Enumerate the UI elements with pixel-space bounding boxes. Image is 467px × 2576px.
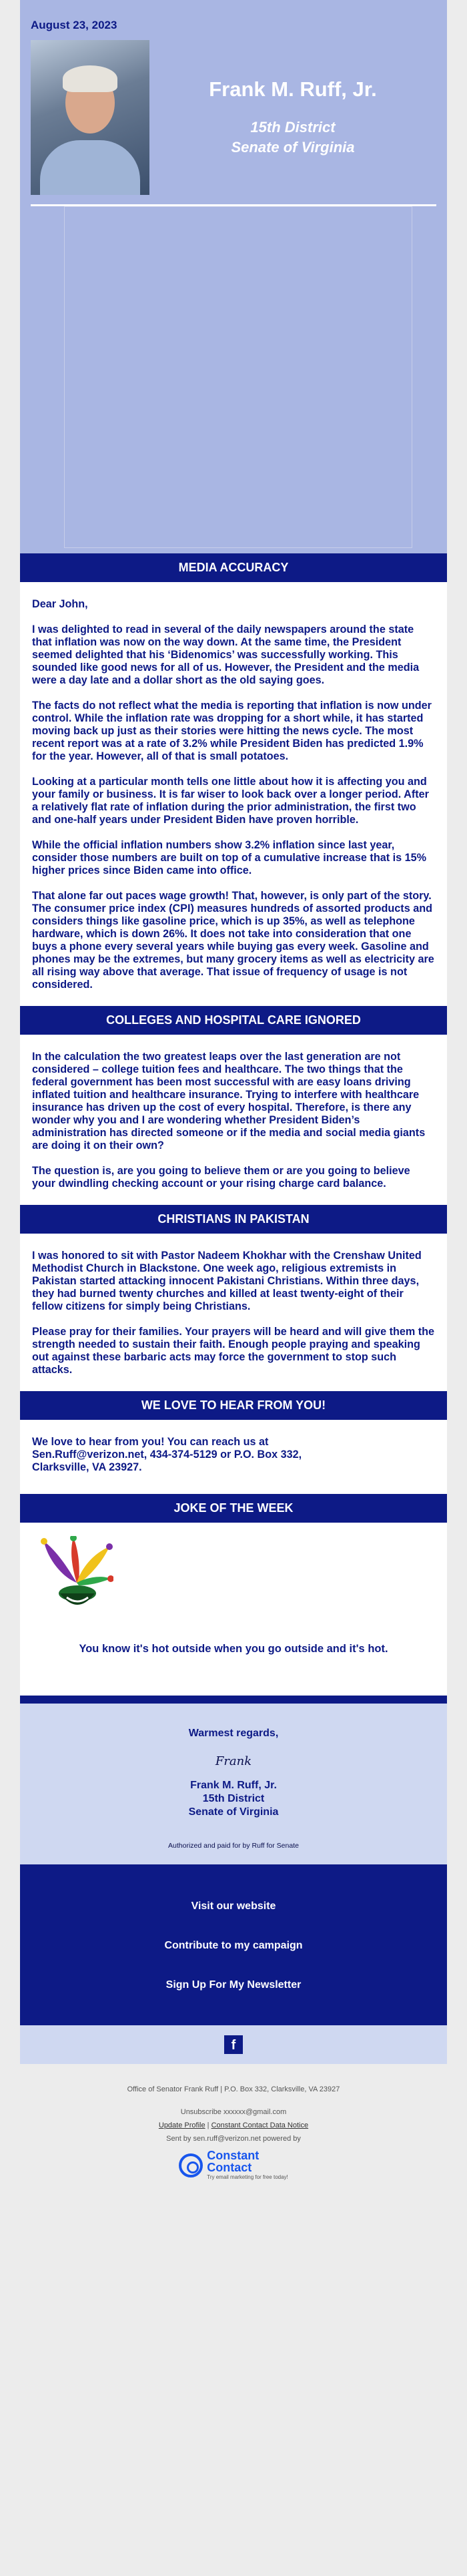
senator-photo (31, 40, 149, 195)
section-body-media (20, 582, 447, 1006)
signature: Frank (215, 1754, 252, 1768)
email-footer (0, 2064, 467, 2202)
action-links (20, 1872, 447, 2025)
visit-website-link[interactable]: Visit our website (191, 1900, 276, 1912)
update-profile-link[interactable]: Update Profile (158, 2121, 205, 2129)
section-body-pakistan (20, 1234, 447, 1391)
unsubscribe-link[interactable]: Unsubscribe xxxxxx@gmail.com (180, 2108, 287, 2116)
constant-contact-badge[interactable] (0, 2149, 467, 2181)
section-title-media: MEDIA ACCURACY (20, 553, 447, 582)
cc-line2: Contact (207, 2161, 252, 2174)
divider-band (20, 1864, 447, 1872)
paragraph: Looking at a particular month tells one little about how it is affecting you and your family or business. It is far wiser to look back over a longer period. After a relatively flat rate of inflation during the prior administration, the first two and one-half years under President Biden have proven horrible. (32, 776, 429, 826)
contact-line: Sen.Ruff@verizon.net, 434-374-5129 or P.O. Box 332, (32, 1449, 302, 1461)
closing-block (20, 1704, 447, 1864)
facebook-icon[interactable]: f (224, 2035, 243, 2054)
paragraph: In the calculation the two greatest leaps over the last generation are not considered – college tuition fees and healthcare. The two things that the federal government has been most successful with are easy loans driving inflated tuition and healthcare insurance. Trying to interfere with healthcare insurance has driven up the cost of every hospital. Therefore, is there any wonder why you and I are wondering whether President Biden’s administration has directed someone or if the media and social media giants are doing it on their own? (32, 1051, 426, 1151)
joke-text: You know it's hot outside when you go outside and it's hot. (79, 1643, 388, 1655)
section-body-joke (20, 1523, 447, 1696)
section-title-hear: WE LOVE TO HEAR FROM YOU! (20, 1391, 447, 1420)
paragraph: Please pray for their families. Your prayers will be heard and will give them the strength needed to sustain their faith. Enough people praying and speaking out against these barbaric acts may force the government to stop such attacks. (32, 1326, 435, 1376)
data-notice-link[interactable]: Constant Contact Data Notice (211, 2121, 309, 2129)
divider-band (20, 1696, 447, 1704)
paragraph: The question is, are you going to believe them or are you going to believe your dwindling checking account or your rising charge card balance. (32, 1165, 410, 1190)
feature-image (20, 206, 447, 553)
closing-name: Frank M. Ruff, Jr. (190, 1780, 277, 1791)
header-text (149, 77, 436, 158)
header-banner (20, 36, 447, 204)
constant-contact-logo-icon (179, 2153, 203, 2177)
cc-line1: Constant (207, 2149, 260, 2162)
contribute-link[interactable]: Contribute to my campaign (164, 1940, 303, 1951)
closing-chamber: Senate of Virginia (188, 1806, 279, 1818)
section-title-colleges: COLLEGES AND HOSPITAL CARE IGNORED (20, 1006, 447, 1035)
paragraph: I was delighted to read in several of the daily newspapers around the state that inflation was now on the way down. At the same time, the President seemed delighted that his ‘Bidenomics’ was successfully working. This sounded like good news for all of us. However, the President and the media were a day late and a dollar short as the old saying goes. (32, 623, 420, 686)
paragraph: That alone far out paces wage growth! That, however, is only part of the story. The consumer price index (CPI) measures hundreds of assorted products and considers things like gasoline price, which is up 35%, as well as telephone hardware, which is down 26%. It does not take into consideration that one buys a phone every several years while buying gas every week. Gasoline and phones may be the extremes, but many grocery items as well as electricity are all rising way above that average. That issue of frequency of usage is not considered. (32, 890, 434, 991)
section-title-joke: JOKE OF THE WEEK (20, 1494, 447, 1523)
authorized-note: Authorized and paid for by Ruff for Senate (168, 1842, 299, 1850)
section-title-pakistan: CHRISTIANS IN PAKISTAN (20, 1205, 447, 1234)
newsletter-date: August 23, 2023 (31, 19, 117, 31)
newsletter (20, 0, 447, 2064)
senator-name: Frank M. Ruff, Jr. (209, 77, 377, 101)
paragraph: The facts do not reflect what the media is reporting that inflation is now under control. While the inflation rate was dropping for a short while, it has started moving back up just as their stories were hitting the news cycle. The most recent report was at a rate of 3.2% while President Biden has predicted 1.9% for the year. However, all of that is small potatoes. (32, 700, 432, 762)
footer-address: Office of Senator Frank Ruff | P.O. Box 332, Clarksville, VA 23927 (127, 2085, 340, 2093)
contact-line: We love to hear from you! You can reach us at (32, 1436, 269, 1448)
contact-line: Clarksville, VA 23927. (32, 1461, 142, 1473)
cc-tagline: Try email marketing for free today! (207, 2174, 288, 2180)
newsletter-signup-link[interactable]: Sign Up For My Newsletter (165, 1979, 302, 1991)
salutation: Dear John, (32, 598, 88, 610)
jester-hat-icon (40, 1536, 113, 1623)
section-body-hear (20, 1420, 447, 1494)
senator-chamber: Senate of Virginia (231, 139, 355, 156)
paragraph: I was honored to sit with Pastor Nadeem Khokhar with the Crenshaw United Methodist Church in Blackstone. One week ago, religious extremists in Pakistan started attacking innocent Pakistani Christians. Within three days, they had burned twenty churches and killed at least twenty-eight of their fellow citizens for simply being Christians. (32, 1250, 422, 1312)
section-body-colleges (20, 1035, 447, 1205)
regards-text: Warmest regards, (188, 1728, 279, 1739)
senator-district: 15th District (250, 119, 336, 136)
social-bar (20, 2025, 447, 2064)
footer-separator: | (207, 2121, 209, 2129)
closing-district: 15th District (202, 1793, 265, 1804)
paragraph: While the official inflation numbers show 3.2% inflation since last year, consider those numbers are built on top of a cumulative increase that is 15% higher prices since Biden came into office. (32, 839, 426, 876)
sent-by: Sent by sen.ruff@verizon.net powered by (166, 2135, 301, 2143)
broken-image-placeholder (64, 206, 412, 548)
